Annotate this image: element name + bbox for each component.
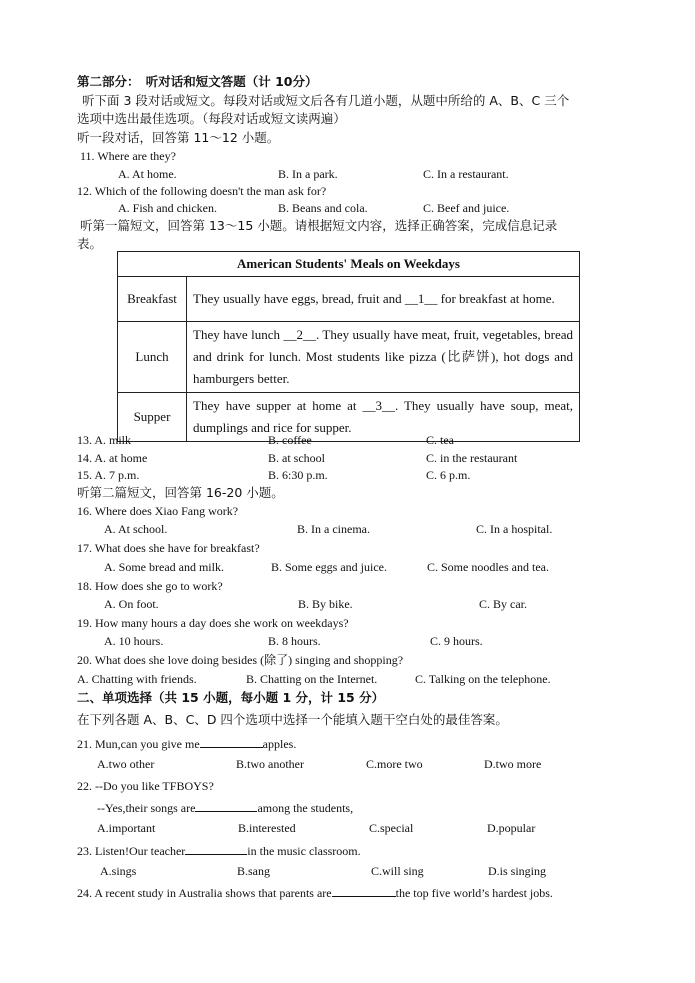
q19-option-c: C. 9 hours. [430,634,483,648]
q23-blank [185,842,247,855]
q24-stem-end: the top five world’s hardest jobs. [395,886,553,900]
q12-option-c: C. Beef and juice. [423,201,510,215]
section-title-listening: 第二部分： 听对话和短文答题（计 10分） [77,74,318,89]
q23-option-a: A.sings [100,864,137,878]
question-20: 20. What does she love doing besides (除了) singing and shopping? [77,653,404,667]
q13-option-c: C. tea [426,433,454,447]
passage2-intro: 听第二篇短文，回答第 16-20 小题。 [77,485,284,500]
question-21 [77,735,296,752]
question-24 [77,884,553,901]
q23-stem-start: 23. Listen!Our teacher [77,844,186,858]
question-23 [77,842,361,859]
q23-stem-end: in the music classroom. [247,844,361,858]
question-22: 22. --Do you like TFBOYS? [77,779,214,793]
dialog-intro: 听一段对话，回答第 11～12 小题。 [77,130,280,145]
q16-option-c: C. In a hospital. [476,522,553,536]
passage1-intro-line-1: 听第一篇短文，回答第 13～15 小题。请根据短文内容，选择正确答案，完成信息记录 [80,218,558,233]
table-row-lunch [118,322,580,393]
passage1-intro-line-2: 表。 [77,236,103,251]
meals-table [117,251,580,442]
row-text-lunch: They have lunch __2__. They usually have meat, fruit, vegetables, bread and drink for lunch. Most students like pizza (比萨饼), hot dogs and hamburgers better. [187,322,580,393]
q17-option-c: C. Some noodles and tea. [427,560,549,574]
question-16: 16. Where does Xiao Fang work? [77,504,239,518]
q23-option-b: B.sang [237,864,270,878]
q15-option-c: C. 6 p.m. [426,468,471,482]
q24-blank [332,884,396,897]
q11-option-c: C. In a restaurant. [423,167,509,181]
q16-option-a: A. At school. [104,522,168,536]
q19-option-a: A. 10 hours. [104,634,164,648]
q13-option-b: B. coffee [268,433,312,447]
q24-stem-start: 24. A recent study in Australia shows that parents are [77,886,332,900]
q20-option-c: C. Talking on the telephone. [415,672,551,686]
question-18: 18. How does she go to work? [77,579,223,593]
table-title: American Students' Meals on Weekdays [118,252,580,277]
q21-option-a: A.two other [97,757,155,771]
q23-option-c: C.will sing [371,864,424,878]
question-11: 11. Where are they? [80,149,176,163]
row-label-breakfast: Breakfast [118,277,187,322]
q22-option-d: D.popular [487,821,536,835]
q20-option-b: B. Chatting on the Internet. [246,672,378,686]
table-row-breakfast [118,277,580,322]
instructions-line-2: 选项中选出最佳选项。（每段对话或短文读两遍） [77,111,346,126]
q17-option-a: A. Some bread and milk. [104,560,224,574]
row-text-supper: They have supper at home at __3__. They usually have soup, meat, dumplings and rice for supper. [187,393,580,442]
q22-stem-start: --Yes,their songs are [97,801,196,815]
question-12: 12. Which of the following doesn't the man ask for? [77,184,327,198]
row-label-lunch: Lunch [118,322,187,393]
q18-option-c: C. By car. [479,597,527,611]
question-22-response [97,799,353,816]
q22-stem-end: among the students, [257,801,354,815]
question-17: 17. What does she have for breakfast? [77,541,260,555]
table-row-supper [118,393,580,442]
q15-option-b: B. 6:30 p.m. [268,468,328,482]
q16-option-b: B. In a cinema. [297,522,370,536]
q22-blank [195,799,257,812]
instructions-line-1: 听下面 3 段对话或短文。每段对话或短文后各有几道小题，从题中所给的 A、B、C 三个 [82,93,570,108]
q13-option-a: 13. A. milk [77,433,132,447]
q22-option-c: C.special [369,821,414,835]
row-text-breakfast: They usually have eggs, bread, fruit and __1__ for breakfast at home. [187,277,580,322]
q22-option-b: B.interested [238,821,296,835]
q14-option-a: 14. A. at home [77,451,148,465]
q18-option-b: B. By bike. [298,597,353,611]
q11-option-b: B. In a park. [278,167,338,181]
q18-option-a: A. On foot. [104,597,159,611]
q17-option-b: B. Some eggs and juice. [271,560,387,574]
q19-option-b: B. 8 hours. [268,634,321,648]
q21-option-c: C.more two [366,757,423,771]
q22-option-a: A.important [97,821,156,835]
q21-stem-end: apples. [262,737,297,751]
q14-option-b: B. at school [268,451,325,465]
q21-option-b: B.two another [236,757,304,771]
q15-option-a: 15. A. 7 p.m. [77,468,140,482]
q14-option-c: C. in the restaurant [426,451,518,465]
q21-blank [200,735,263,748]
q12-option-a: A. Fish and chicken. [118,201,217,215]
q12-option-b: B. Beans and cola. [278,201,368,215]
q23-option-d: D.is singing [488,864,547,878]
row-label-supper: Supper [118,393,187,442]
single-choice-instructions: 在下列各题 A、B、C、D 四个选项中选择一个能填入题干空白处的最佳答案。 [77,712,508,727]
q21-stem-start: 21. Mun,can you give me [77,737,200,751]
section-title-single-choice: 二、单项选择（共 15 小题，每小题 1 分，计 15 分） [77,690,385,705]
question-19: 19. How many hours a day does she work on weekdays? [77,616,349,630]
q11-option-a: A. At home. [118,167,177,181]
q20-option-a: A. Chatting with friends. [77,672,197,686]
q21-option-d: D.two more [484,757,542,771]
